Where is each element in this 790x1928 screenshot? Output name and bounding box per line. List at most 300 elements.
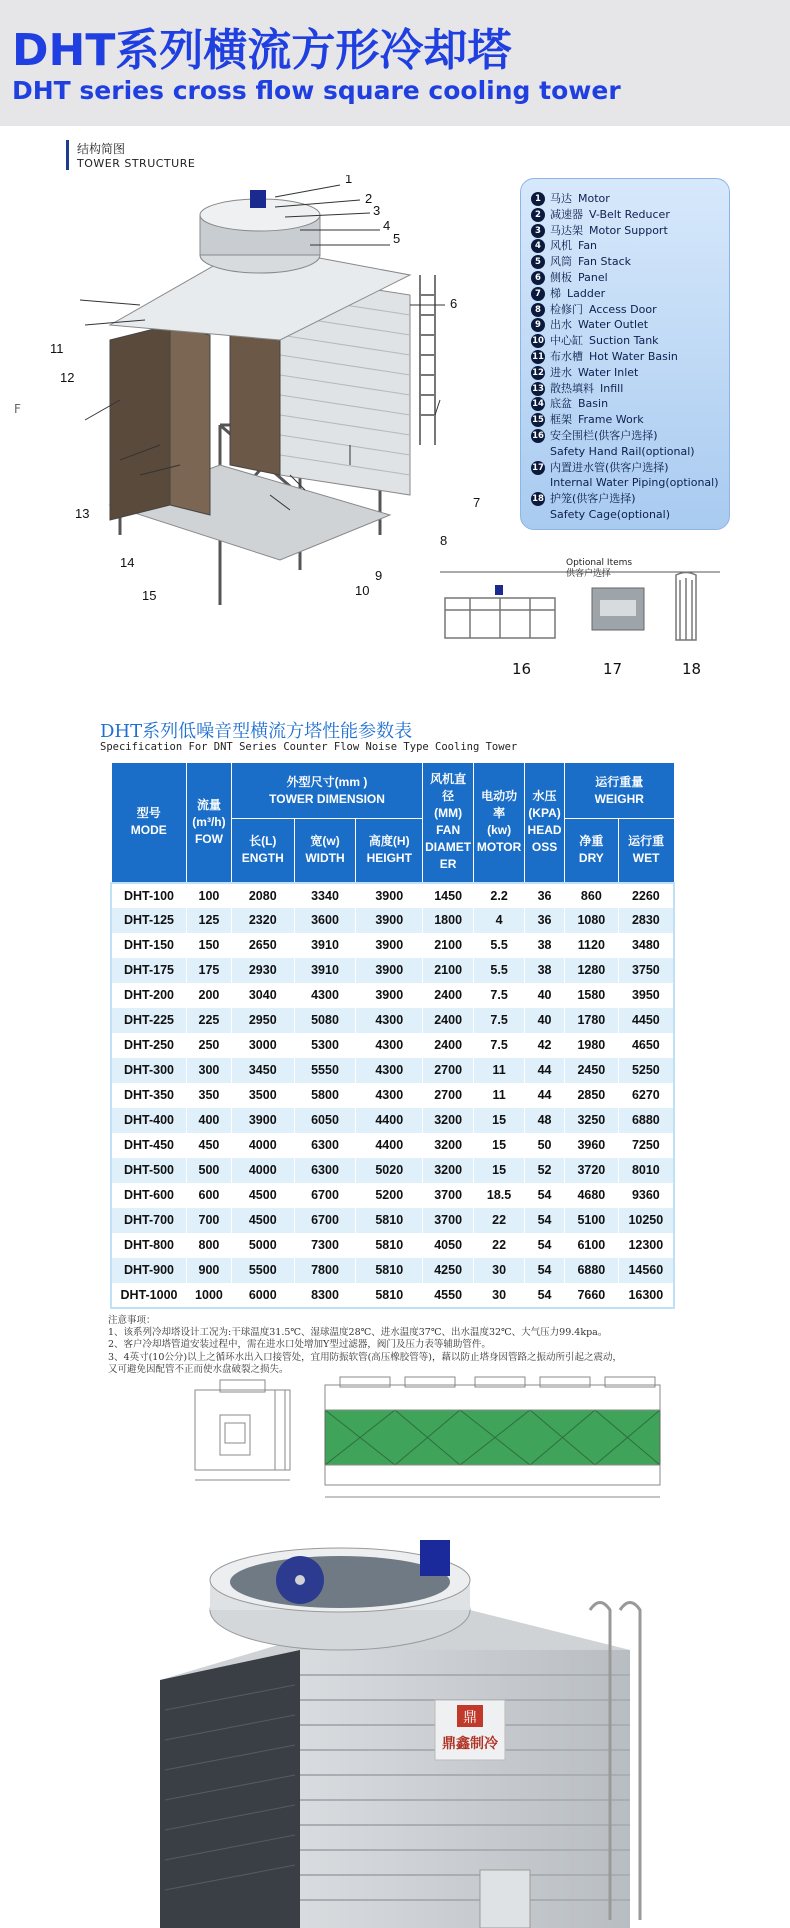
legend-number: 5 <box>531 255 545 269</box>
table-cell: 3340 <box>294 883 356 908</box>
table-cell: DHT-300 <box>111 1058 187 1083</box>
table-cell: 4450 <box>618 1008 674 1033</box>
table-cell: 5000 <box>231 1233 294 1258</box>
table-cell: 2080 <box>231 883 294 908</box>
callout-9: 9 <box>375 568 383 583</box>
legend-cn: 中心缸 <box>550 334 583 348</box>
table-row <box>111 1208 674 1233</box>
legend-en: Motor Support <box>589 223 668 237</box>
table-cell: 2850 <box>565 1083 619 1108</box>
legend-number: 4 <box>531 239 545 253</box>
table-cell: 7660 <box>565 1283 619 1308</box>
table-cell: 3600 <box>294 908 356 933</box>
callout-8: 8 <box>440 533 448 548</box>
table-cell: 250 <box>187 1033 232 1058</box>
table-cell: 7300 <box>294 1233 356 1258</box>
table-row <box>111 1233 674 1258</box>
spec-table-body <box>111 883 674 1308</box>
col-width <box>294 819 356 883</box>
spec-table-subtitle: Specification For DNT Series Counter Flow Noise Type Cooling Tower <box>100 741 518 753</box>
table-cell: 2400 <box>423 1008 474 1033</box>
table-cell: 2950 <box>231 1008 294 1033</box>
table-cell: DHT-175 <box>111 958 187 983</box>
legend-text <box>550 238 597 254</box>
col-model <box>111 763 187 883</box>
legend-number: 3 <box>531 224 545 238</box>
legend-cn: 风机 <box>550 239 572 253</box>
table-cell: 7.5 <box>474 1008 525 1033</box>
table-cell: 4300 <box>356 1008 423 1033</box>
col-model-label: 型号 MODE <box>130 806 167 838</box>
legend-cn: 检修门 <box>550 302 583 316</box>
optional-items-figures <box>440 570 730 650</box>
legend-item <box>531 365 721 381</box>
table-cell: 3480 <box>618 933 674 958</box>
col-length-label: 长(L) ENGTH <box>241 834 284 866</box>
table-row <box>111 1008 674 1033</box>
legend-text <box>550 412 644 428</box>
table-cell: 4250 <box>423 1258 474 1283</box>
table-cell: DHT-1000 <box>111 1283 187 1308</box>
table-cell: 4400 <box>356 1108 423 1133</box>
table-cell: 15 <box>474 1108 525 1133</box>
legend-text <box>550 349 678 365</box>
legend-item <box>531 317 721 333</box>
table-cell: 2650 <box>231 933 294 958</box>
legend-cn: 马达 <box>550 192 572 205</box>
table-row <box>111 1033 674 1058</box>
callout-15: 15 <box>142 588 157 603</box>
table-cell: 700 <box>187 1208 232 1233</box>
table-cell: 300 <box>187 1058 232 1083</box>
table-cell: 3900 <box>356 908 423 933</box>
spec-table-head <box>111 763 674 883</box>
table-cell: 3700 <box>423 1208 474 1233</box>
legend-en: Fan <box>578 239 598 253</box>
legend-cn: 底盆 <box>550 397 572 411</box>
table-cell: DHT-200 <box>111 983 187 1008</box>
table-row <box>111 983 674 1008</box>
legend-item <box>531 191 721 207</box>
table-cell: 38 <box>525 933 565 958</box>
table-cell: 3450 <box>231 1058 294 1083</box>
table-row <box>111 1133 674 1158</box>
legend-cn: 减速器 <box>550 207 583 221</box>
legend-number: 10 <box>532 336 544 347</box>
table-cell: 5810 <box>356 1283 423 1308</box>
optional-num-16: 16 <box>512 660 532 678</box>
table-cell: 3200 <box>423 1158 474 1183</box>
table-cell: 7.5 <box>474 983 525 1008</box>
table-cell: 54 <box>525 1208 565 1233</box>
legend-cn: 护笼(供客户选择) <box>550 492 636 506</box>
legend-cn: 安全围栏(供客户选择) <box>550 428 658 442</box>
table-cell: 6300 <box>294 1133 356 1158</box>
table-row <box>111 1158 674 1183</box>
table-cell: 54 <box>525 1183 565 1208</box>
table-cell: 14560 <box>618 1258 674 1283</box>
legend-text <box>550 396 608 412</box>
table-cell: 900 <box>187 1258 232 1283</box>
notes-title: 注意事项： <box>108 1315 156 1326</box>
table-cell: 38 <box>525 958 565 983</box>
legend-item <box>531 412 721 428</box>
legend-text <box>550 460 719 492</box>
optional-title-cn: 供客户选择 <box>566 569 612 579</box>
callout-11: 11 <box>50 341 64 356</box>
table-cell: 3000 <box>231 1033 294 1058</box>
table-cell: 2100 <box>423 958 474 983</box>
legend-cn: 布水槽 <box>550 349 583 363</box>
col-weight <box>565 763 674 819</box>
legend-cn: 风筒 <box>550 255 572 269</box>
legend-cn: 马达架 <box>550 223 583 237</box>
page-subtitle: DHT series cross flow square cooling tower <box>12 76 621 105</box>
table-cell: 3250 <box>565 1108 619 1133</box>
table-cell: 3750 <box>618 958 674 983</box>
table-cell: 1580 <box>565 983 619 1008</box>
table-cell: 6880 <box>565 1258 619 1283</box>
col-height-label: 高度(H) HEIGHT <box>366 834 412 866</box>
legend-text <box>550 207 670 223</box>
col-wet-label: 运行重 WET <box>628 834 665 866</box>
legend-item <box>531 349 721 365</box>
table-cell: 1120 <box>565 933 619 958</box>
table-cell: 6000 <box>231 1283 294 1308</box>
table-cell: 1800 <box>423 908 474 933</box>
notes-line-3: 3、4英寸(10公分)以上之循环水出入口接管处，宜用防振软管(高压橡胶管等)，藉以防止塔身因管路之振动所引起之震动， <box>108 1351 623 1363</box>
table-row <box>111 908 674 933</box>
table-cell: 5020 <box>356 1158 423 1183</box>
legend-text <box>550 428 695 460</box>
optional-num-18: 18 <box>682 660 702 678</box>
table-cell: 30 <box>474 1258 525 1283</box>
legend-cn: 出水 <box>550 318 572 332</box>
structure-heading <box>66 140 195 170</box>
table-cell: 44 <box>525 1058 565 1083</box>
table-cell: 4300 <box>356 1033 423 1058</box>
page-title: DHT系列横流方形冷却塔 <box>12 25 512 76</box>
table-cell: 54 <box>525 1283 565 1308</box>
table-cell: 3500 <box>231 1083 294 1108</box>
table-cell: 22 <box>474 1233 525 1258</box>
legend-number: 16 <box>532 430 544 441</box>
table-cell: 36 <box>525 908 565 933</box>
legend-en: Water Outlet <box>578 318 649 332</box>
callout-6: 6 <box>450 296 458 311</box>
edge-mark: F <box>14 402 21 416</box>
legend-number: 13 <box>532 383 544 394</box>
table-cell: 3900 <box>356 933 423 958</box>
legend-en: Ladder <box>567 286 606 300</box>
table-cell: 2700 <box>423 1083 474 1108</box>
legend-en: Internal Water Piping(optional) <box>550 476 719 490</box>
legend-item <box>531 238 721 254</box>
legend-cn: 进水 <box>550 365 572 379</box>
table-cell: 7.5 <box>474 1033 525 1058</box>
legend-number: 11 <box>532 351 544 362</box>
table-cell: DHT-400 <box>111 1108 187 1133</box>
table-cell: 6880 <box>618 1108 674 1133</box>
table-cell: 100 <box>187 883 232 908</box>
col-wet <box>618 819 674 883</box>
table-cell: DHT-500 <box>111 1158 187 1183</box>
table-cell: 8010 <box>618 1158 674 1183</box>
elevation-drawings <box>190 1375 670 1505</box>
table-cell: 54 <box>525 1258 565 1283</box>
table-cell: 11 <box>474 1083 525 1108</box>
table-cell: 7800 <box>294 1258 356 1283</box>
col-dimension <box>231 763 422 819</box>
table-cell: 3910 <box>294 958 356 983</box>
table-cell: 50 <box>525 1133 565 1158</box>
table-cell: 6050 <box>294 1108 356 1133</box>
legend-item <box>531 460 721 492</box>
spec-table <box>110 762 675 1309</box>
col-dry-label: 净重 DRY <box>578 834 604 866</box>
table-cell: 15 <box>474 1133 525 1158</box>
table-cell: 5800 <box>294 1083 356 1108</box>
tower-render <box>150 1540 690 1928</box>
table-cell: 4000 <box>231 1133 294 1158</box>
table-cell: 150 <box>187 933 232 958</box>
table-cell: 3960 <box>565 1133 619 1158</box>
table-cell: 5550 <box>294 1058 356 1083</box>
table-cell: 1450 <box>423 883 474 908</box>
legend-cn: 梯 <box>550 286 561 300</box>
table-cell: 52 <box>525 1158 565 1183</box>
spec-table-title: DHT系列低噪音型横流方塔性能参数表 <box>100 721 413 742</box>
legend-en: Hot Water Basin <box>589 349 678 363</box>
table-cell: 2320 <box>231 908 294 933</box>
table-cell: 44 <box>525 1083 565 1108</box>
callout-3: 3 <box>373 203 381 218</box>
table-cell: 125 <box>187 908 232 933</box>
col-length <box>231 819 294 883</box>
callout-2: 2 <box>365 191 373 206</box>
legend-en: Safety Cage(optional) <box>550 507 671 521</box>
table-cell: 4650 <box>618 1033 674 1058</box>
legend-text <box>550 491 670 523</box>
legend-text <box>550 302 657 318</box>
callout-14: 14 <box>120 555 135 570</box>
callout-7: 7 <box>473 495 481 510</box>
legend-en: Motor <box>578 192 610 205</box>
table-cell: 1980 <box>565 1033 619 1058</box>
callout-10: 10 <box>355 583 370 598</box>
table-cell: 36 <box>525 883 565 908</box>
legend-en: V-Belt Reducer <box>589 207 670 221</box>
table-cell: 2700 <box>423 1058 474 1083</box>
table-cell: 5810 <box>356 1233 423 1258</box>
page-header <box>0 0 790 126</box>
table-cell: 16300 <box>618 1283 674 1308</box>
table-cell: 22 <box>474 1208 525 1233</box>
notes-line-4: 又可避免因配管不正而使水盘破裂之损失。 <box>108 1363 289 1375</box>
table-row <box>111 1283 674 1308</box>
legend-item <box>531 333 721 349</box>
table-cell: DHT-100 <box>111 883 187 908</box>
legend-number: 15 <box>532 415 544 426</box>
render-logo: 鼎 <box>463 1710 477 1726</box>
table-cell: 3200 <box>423 1133 474 1158</box>
table-cell: 4 <box>474 908 525 933</box>
table-cell: 2260 <box>618 883 674 908</box>
table-cell: 4300 <box>294 983 356 1008</box>
legend-cn: 散热填料 <box>550 381 594 395</box>
legend-number: 1 <box>531 192 545 206</box>
legend-text <box>550 333 659 349</box>
structure-title-en: TOWER STRUCTURE <box>77 157 196 170</box>
legend-text <box>550 365 638 381</box>
table-cell: 3910 <box>294 933 356 958</box>
callout-5: 5 <box>393 231 401 246</box>
legend-en: Frame Work <box>578 413 644 427</box>
legend-item <box>531 491 721 523</box>
legend-item <box>531 428 721 460</box>
legend-item <box>531 302 721 318</box>
table-cell: 6300 <box>294 1158 356 1183</box>
legend-item <box>531 254 721 270</box>
table-cell: 5500 <box>231 1258 294 1283</box>
table-cell: 30 <box>474 1283 525 1308</box>
legend-number: 9 <box>531 318 545 332</box>
table-cell: 3700 <box>423 1183 474 1208</box>
legend-text <box>550 270 608 286</box>
table-cell: 6100 <box>565 1233 619 1258</box>
table-cell: 2830 <box>618 908 674 933</box>
legend-number: 12 <box>532 367 544 378</box>
legend-cn: 内置进水管(供客户选择) <box>550 460 669 474</box>
table-cell: 500 <box>187 1158 232 1183</box>
legend-item <box>531 270 721 286</box>
table-cell: 3200 <box>423 1108 474 1133</box>
table-cell: 200 <box>187 983 232 1008</box>
legend-number: 6 <box>531 271 545 285</box>
col-weight-label: 运行重量 WEIGHR <box>594 774 644 806</box>
legend-item <box>531 223 721 239</box>
legend-en: Suction Tank <box>589 334 659 348</box>
table-cell: 4680 <box>565 1183 619 1208</box>
legend-text <box>550 286 605 302</box>
table-cell: 42 <box>525 1033 565 1058</box>
legend-item <box>531 381 721 397</box>
col-fan-label: 风机直径 (MM) FAN DIAMET ER <box>425 772 472 872</box>
legend-cn: 框架 <box>550 413 572 427</box>
legend-en: Infill <box>600 381 624 395</box>
col-motor <box>474 763 525 883</box>
col-width-label: 宽(w) WIDTH <box>305 834 345 866</box>
table-cell: 2100 <box>423 933 474 958</box>
table-cell: 5.5 <box>474 933 525 958</box>
table-cell: 2400 <box>423 983 474 1008</box>
table-cell: 4300 <box>356 1058 423 1083</box>
table-cell: 5.5 <box>474 958 525 983</box>
table-cell: 5200 <box>356 1183 423 1208</box>
table-cell: 5250 <box>618 1058 674 1083</box>
legend-text <box>550 254 631 270</box>
notes-block <box>108 1315 688 1376</box>
col-head <box>525 763 565 883</box>
legend-number: 18 <box>532 494 544 505</box>
notes-line-2: 2、客户冷却塔管道安装过程中，需在进水口处增加Y型过滤器，阀门及压力表等辅助管件。 <box>108 1339 491 1351</box>
table-cell: 3900 <box>356 883 423 908</box>
legend-text <box>550 317 648 333</box>
optional-title-en: Optional Items <box>566 558 633 568</box>
table-cell: 400 <box>187 1108 232 1133</box>
table-cell: 8300 <box>294 1283 356 1308</box>
table-cell: 1280 <box>565 958 619 983</box>
legend-text <box>550 381 623 397</box>
table-cell: 3900 <box>231 1108 294 1133</box>
legend-item <box>531 286 721 302</box>
table-cell: 600 <box>187 1183 232 1208</box>
table-cell: 18.5 <box>474 1183 525 1208</box>
table-cell: 5080 <box>294 1008 356 1033</box>
callout-1: 1 <box>345 175 353 186</box>
table-cell: 40 <box>525 1008 565 1033</box>
legend-number: 8 <box>531 303 545 317</box>
table-cell: 4000 <box>231 1158 294 1183</box>
table-row <box>111 1258 674 1283</box>
col-motor-label: 电动功率 (kw) MOTOR <box>476 789 522 855</box>
notes-line-1: 1、该系列冷却塔设计工况为:干球温度31.5℃、湿球温度28℃、进水温度37℃、出水温度32℃、大气压力99.4kpa。 <box>108 1327 608 1339</box>
table-cell: 15 <box>474 1158 525 1183</box>
table-cell: DHT-700 <box>111 1208 187 1233</box>
legend-text <box>550 191 610 207</box>
table-cell: 1000 <box>187 1283 232 1308</box>
table-row <box>111 1083 674 1108</box>
col-flow <box>187 763 232 883</box>
table-cell: 350 <box>187 1083 232 1108</box>
table-cell: 4400 <box>356 1133 423 1158</box>
table-cell: 4500 <box>231 1183 294 1208</box>
legend-number: 7 <box>531 287 545 301</box>
table-cell: 3950 <box>618 983 674 1008</box>
table-cell: 3040 <box>231 983 294 1008</box>
table-cell: 6700 <box>294 1208 356 1233</box>
table-cell: 9360 <box>618 1183 674 1208</box>
legend-item <box>531 396 721 412</box>
callout-12: 12 <box>60 370 75 385</box>
table-cell: 1080 <box>565 908 619 933</box>
col-fan <box>423 763 474 883</box>
legend-text <box>550 223 668 239</box>
col-head-label: 水压 (KPA) HEAD OSS <box>527 789 562 855</box>
callout-13: 13 <box>75 506 90 521</box>
legend-en: Safety Hand Rail(optional) <box>550 444 695 458</box>
table-cell: DHT-125 <box>111 908 187 933</box>
table-cell: DHT-225 <box>111 1008 187 1033</box>
col-height <box>356 819 423 883</box>
table-cell: 225 <box>187 1008 232 1033</box>
table-cell: 5810 <box>356 1258 423 1283</box>
table-cell: DHT-900 <box>111 1258 187 1283</box>
table-cell: 5300 <box>294 1033 356 1058</box>
table-cell: DHT-450 <box>111 1133 187 1158</box>
table-cell: 4300 <box>356 1083 423 1108</box>
optional-num-17: 17 <box>603 660 623 678</box>
table-cell: 2450 <box>565 1058 619 1083</box>
legend-number: 17 <box>532 462 544 473</box>
table-cell: 54 <box>525 1233 565 1258</box>
legend-en: Access Door <box>589 302 657 316</box>
table-cell: 10250 <box>618 1208 674 1233</box>
tower-structure-diagram <box>50 175 530 625</box>
legend-en: Panel <box>578 270 608 284</box>
render-brand: 鼎鑫制冷 <box>442 1736 498 1752</box>
table-cell: 4050 <box>423 1233 474 1258</box>
